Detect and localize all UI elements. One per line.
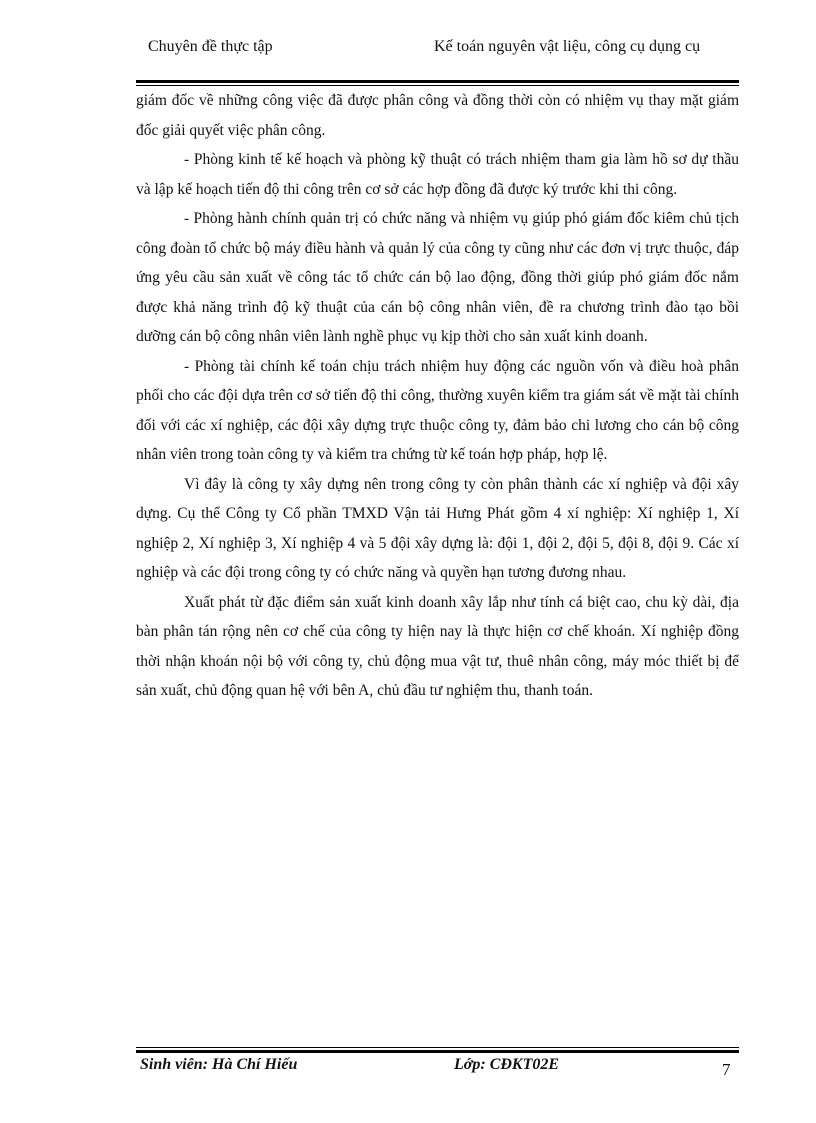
- paragraph-6: Xuất phát từ đặc điểm sản xuất kinh doanh xây lắp như tính cá biệt cao, chu kỳ dài, địa bàn phân tán rộng nên cơ chế của công ty hiện nay là thực hiện cơ chế khoán. Xí nghiệp đồng thời nhận khoán nội bộ với công ty, chủ động mua vật tư, thuê nhân công, máy móc thiết bị để sản xuất, chủ động quan hệ với bên A, chủ đầu tư nghiệm thu, thanh toán.: [136, 593, 739, 699]
- page-number: 7: [722, 1060, 731, 1079]
- paragraph-5: Vì đây là công ty xây dựng nên trong công ty còn phân thành các xí nghiệp và đội xây dựng. Cụ thể Công ty Cổ phần TMXD Vận tải Hưng Phát gồm 4 xí nghiệp: Xí nghiệp 1, Xí nghiệp 2, Xí nghiệp 3, Xí nghiệp 4 và 5 đội xây dựng là: đội 1, đội 2, đội 5, đội 8, đội 9. Các xí nghiệp và các đội trong công ty có chức năng và quyền hạn tương đương nhau.: [136, 475, 739, 581]
- header-title-left: Chuyên đề thực tập: [148, 38, 273, 55]
- paragraph-1: giám đốc về những công việc đã được phân công và đồng thời còn có nhiệm vụ thay mặt giám đốc giải quyết việc phân công.: [136, 92, 739, 139]
- paragraph-2: - Phòng kinh tế kế hoạch và phòng kỹ thuật có trách nhiệm tham gia làm hồ sơ dự thầu và lập kế hoạch tiến độ thi công trên cơ sở các hợp đồng đã được ký trước khi thi công.: [136, 151, 739, 198]
- footer-student-name: Sinh viên: Hà Chí Hiếu: [140, 1056, 298, 1073]
- paragraph-3: - Phòng hành chính quản trị có chức năng và nhiệm vụ giúp phó giám đốc kiêm chủ tịch công đoàn tổ chức bộ máy điều hành và quản lý của công ty cũng như các đơn vị trực thuộc, đáp ứng yêu cầu sản xuất về công tác tổ chức cán bộ lao động, đồng thời giúp phó giám đốc nắm được khả năng trình độ kỹ thuật của cán bộ công nhân viên, đề ra chương trình đào tạo bồi dưỡng cán bộ công nhân viên lành nghề phục vụ kịp thời cho sản xuất kinh doanh.: [136, 210, 739, 345]
- header-divider: [136, 80, 739, 83]
- document-body: [136, 86, 739, 706]
- footer-class-name: Lớp: CĐKT02E: [454, 1056, 560, 1073]
- paragraph-4: - Phòng tài chính kế toán chịu trách nhiệm huy động các nguồn vốn và điều hoà phân phối cho các đội dựa trên cơ sở tiến độ thi công, thường xuyên kiểm tra giám sát về mặt tài chính đối với các xí nghiệp, các đội xây dựng trực thuộc công ty, đảm bảo chi lương cho cán bộ công nhân viên trong toàn công ty và kiểm tra chứng từ kế toán hợp pháp, hợp lệ.: [136, 357, 739, 463]
- footer-divider-thin: [136, 1047, 739, 1048]
- footer-divider: [136, 1050, 739, 1053]
- header-title-right: Kế toán nguyên vật liệu, công cụ dụng cụ: [434, 38, 701, 55]
